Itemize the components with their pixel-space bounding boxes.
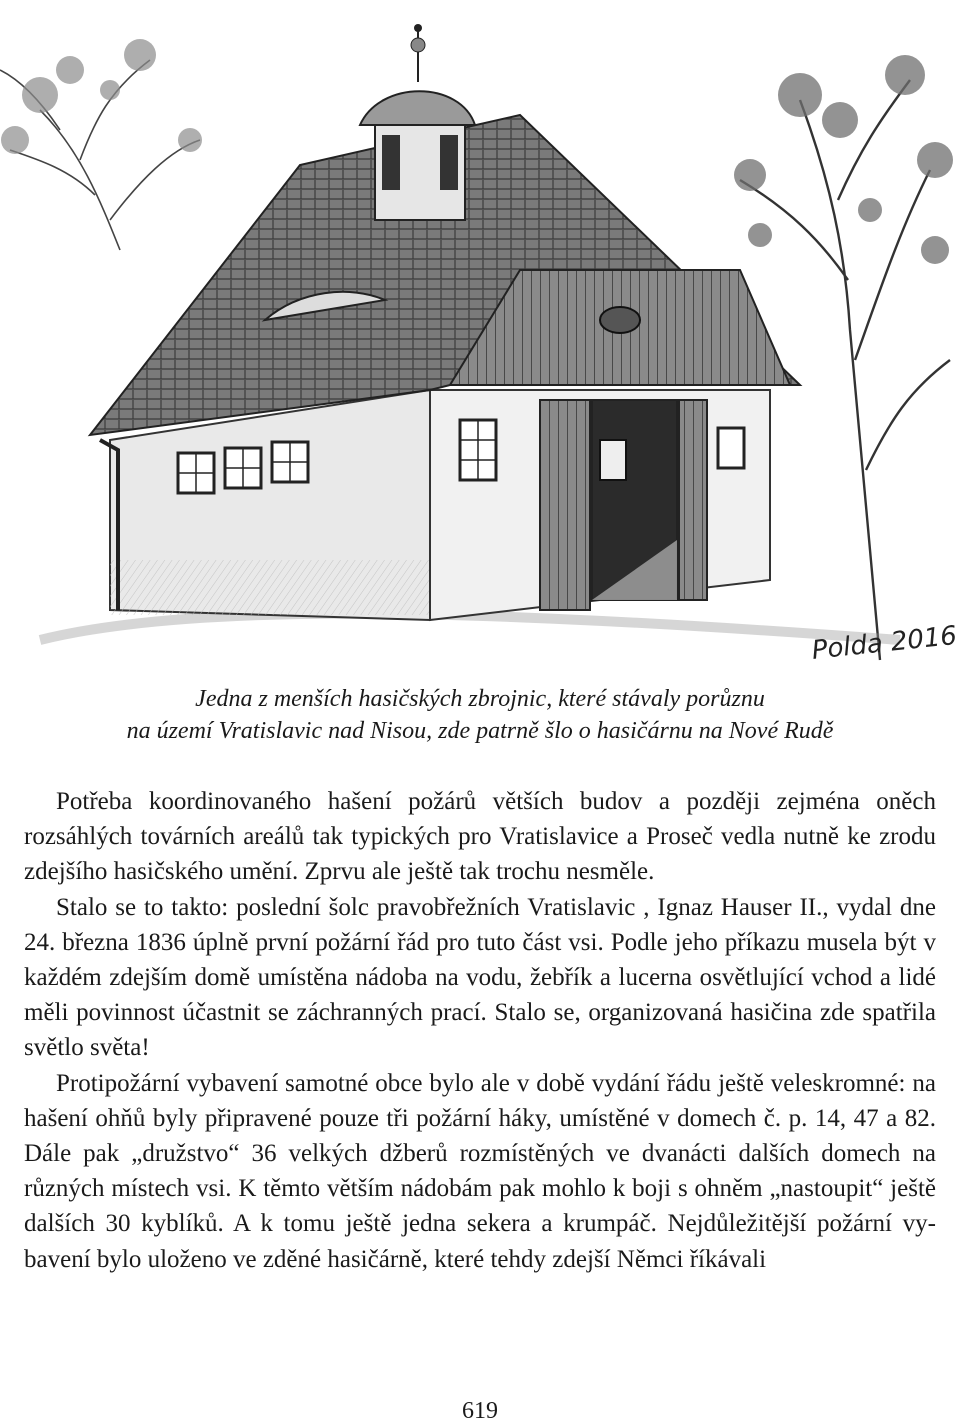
artist-signature: Polda 2016 [810, 620, 959, 666]
ground [40, 614, 900, 640]
right-door-leaf [679, 400, 707, 600]
paragraph-1: Potřeba koordinovaného hašení požárů větších budov a později zejména oněch rozsáhlých továrních areálů tak typických pro Vratislavice a Proseč vedla nutně ke zrodu zdejšího hasičského umění. Zprvu ale ještě tak trochu nesměle. [24, 788, 936, 886]
left-door-leaf [540, 400, 590, 610]
left-tree-foliage [1, 39, 202, 154]
paragraph-2: Stalo se to takto: poslední šolc pravobřežních Vratislavic , Ignaz Hauser II., vydal dne 24. března 1836 úplně první požární řád pro tuto část vsi. Podle jeho příkazu musela být v každém zdejším domě umístěna nádoba na vodu, žebřík a lucerna osvětlující vchod a lidé měli povinnost účastnit se záchranných prací. Stalo se, organizovaná hasičina zde spatřila světlo světa! [24, 893, 936, 1062]
caption-line-1: Jedna z menších hasičských zbrojnic, které stávaly porůznu [195, 686, 765, 712]
fire-station-drawing [0, 0, 960, 672]
page-number: 619 [462, 1398, 498, 1424]
right-tree-foliage [734, 55, 953, 264]
illustration-fire-station [0, 0, 960, 672]
body-text [24, 784, 936, 1277]
caption-line-2: na území Vratislavic nad Nisou, zde patrně šlo o hasičárnu na Nové Rudě [126, 718, 834, 744]
paragraph-3: Protipožární vybavení samotné obce bylo ale v době vydání řádu ještě veleskromné: na hašení ohňů byly připravené pouze tři požární háky, umístěné v domech č. p. 14, 47 a 82. Dále pak „družstvo“ 36 velkých džberů rozmístěných ve dvanácti dalších domech na různých místech vsi. K těmto větším nádobám pak mohlo k boji s ohněm „nastoupit“ ještě dalších 30 kyblíků. A k tomu ještě jedna sekera a krumpáč. Nejdůležitější požární vybavení bylo uloženo ve zděné hasičárně, které tehdy zdejší Němci říkávali [24, 1069, 936, 1273]
illustration-caption [60, 683, 900, 747]
